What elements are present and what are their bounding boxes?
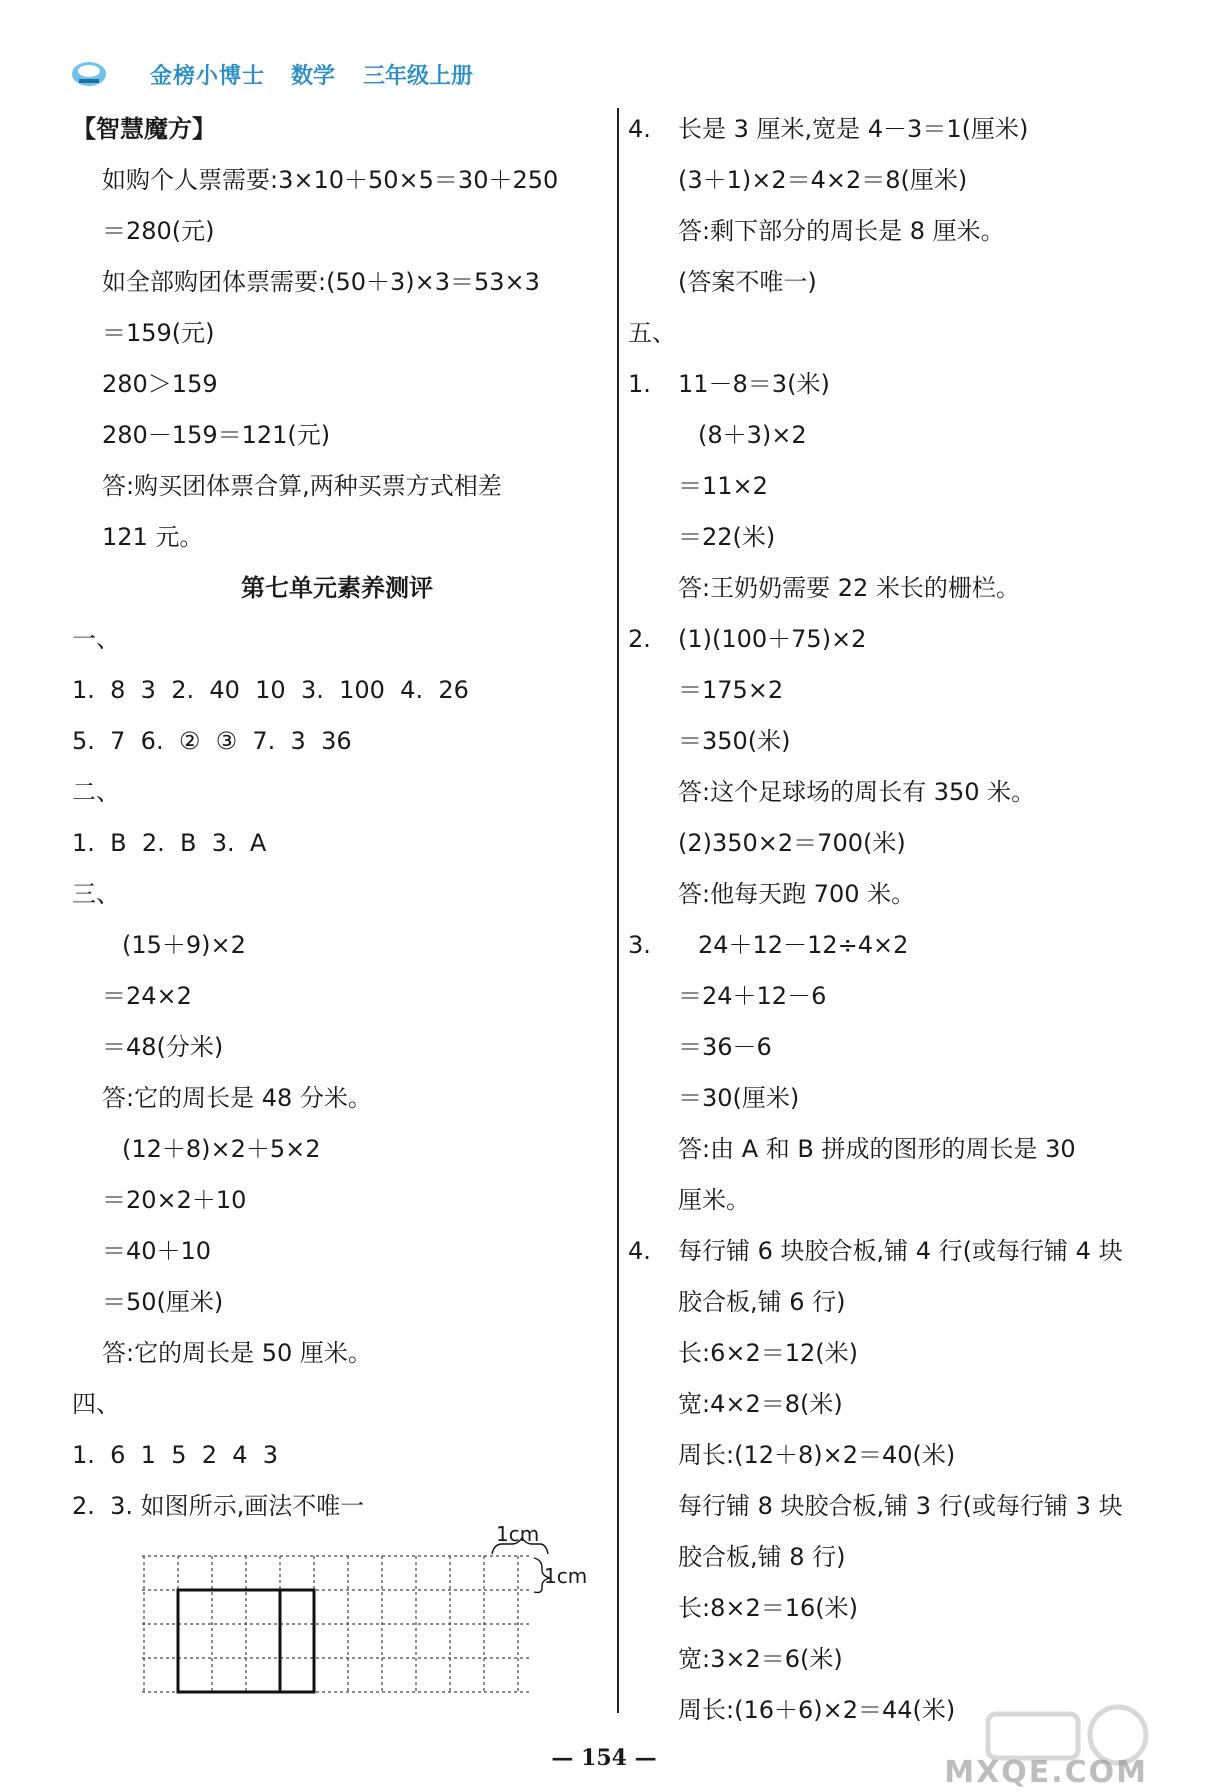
answer-line: 5. 7 6. ② ③ 7. 3 36 <box>72 727 352 755</box>
answer-line: (1)(100＋75)×2 <box>678 625 867 653</box>
answer-line: 1. 6 1 5 2 4 3 <box>72 1441 279 1469</box>
question-number: 2. <box>628 625 651 653</box>
answer-line: 宽:3×2＝6(米) <box>678 1645 843 1673</box>
answer-line: 1. 8 3 2. 40 10 3. 100 4. 26 <box>72 676 469 704</box>
answer-line: 周长:(12＋8)×2＝40(米) <box>678 1441 956 1469</box>
answer-line: 答:购买团体票合算,两种买票方式相差 <box>102 472 502 500</box>
answer-line: ＝22(米) <box>678 523 776 551</box>
wisdom-title: 【智慧魔方】 <box>72 115 216 143</box>
answer-line: 11－8＝3(米) <box>678 370 830 398</box>
grade-title: 三年级上册 <box>363 63 474 89</box>
page-number: — 154 — <box>551 1745 657 1771</box>
answer-line: (12＋8)×2＋5×2 <box>122 1135 321 1163</box>
part-heading: 三、 <box>72 880 120 908</box>
answer-line: ＝175×2 <box>678 676 784 704</box>
answer-line: 24＋12－12÷4×2 <box>698 931 909 959</box>
answer-line: 答:这个足球场的周长有 350 米。 <box>678 778 1036 806</box>
answer-line: (3＋1)×2＝4×2＝8(厘米) <box>678 166 968 194</box>
answer-line: ＝50(厘米) <box>102 1288 224 1316</box>
answer-line: 答:它的周长是 48 分米。 <box>102 1084 372 1112</box>
answer-line: 280－159＝121(元) <box>102 421 331 449</box>
answer-line: 宽:4×2＝8(米) <box>678 1390 843 1418</box>
answer-line: ＝280(元) <box>102 217 215 245</box>
answer-line: ＝11×2 <box>678 472 768 500</box>
answer-line: (15＋9)×2 <box>122 931 246 959</box>
answer-line: 周长:(16＋6)×2＝44(米) <box>678 1696 956 1724</box>
answer-line: ＝20×2＋10 <box>102 1186 247 1214</box>
answer-line: 胶合板,铺 6 行) <box>678 1288 846 1316</box>
part-heading: 一、 <box>72 625 120 653</box>
question-number: 3. <box>628 931 651 959</box>
question-number: 1. <box>628 370 651 398</box>
answer-line: (8＋3)×2 <box>698 421 807 449</box>
measure-brackets <box>492 1538 550 1593</box>
left-column <box>72 104 602 1532</box>
brand-title: 金榜小博士 <box>150 63 266 89</box>
answer-line: ＝350(米) <box>678 727 791 755</box>
part-heading: 二、 <box>72 778 120 806</box>
subject-title: 数学 <box>291 63 336 89</box>
grid-figure <box>142 1522 588 1720</box>
answer-line: ＝48(分米) <box>102 1033 224 1061</box>
answer-line: 长:6×2＝12(米) <box>678 1339 858 1367</box>
column-divider <box>617 108 619 1713</box>
answer-line: (答案不唯一) <box>678 268 817 296</box>
answer-line: 280＞159 <box>102 370 218 398</box>
answer-line: ＝159(元) <box>102 319 215 347</box>
question-number: 4. <box>628 1237 651 1265</box>
answer-line: 每行铺 8 块胶合板,铺 3 行(或每行铺 3 块 <box>678 1492 1123 1520</box>
answer-line: 1. B 2. B 3. A <box>72 829 267 857</box>
answer-line: 如购个人票需要:3×10＋50×5＝30＋250 <box>102 166 559 194</box>
answer-line: 答:王奶奶需要 22 米长的栅栏。 <box>678 574 1020 602</box>
answer-line: 2. 3. 如图所示,画法不唯一 <box>72 1492 365 1520</box>
question-number: 4. <box>628 115 651 143</box>
answer-line: 答:剩下部分的周长是 8 厘米。 <box>678 217 1005 245</box>
page-header <box>70 54 473 94</box>
answer-line: 121 元。 <box>102 523 204 551</box>
right-column <box>628 104 1168 1736</box>
watermark-text: MXQE.COM <box>944 1755 1148 1790</box>
part-heading: 五、 <box>628 319 676 347</box>
answer-line: ＝40＋10 <box>102 1237 212 1265</box>
book-logo-icon <box>70 59 108 89</box>
answer-line: ＝36－6 <box>678 1033 772 1061</box>
answer-line: 答:由 A 和 B 拼成的图形的周长是 30 <box>678 1135 1076 1163</box>
part-heading: 四、 <box>72 1390 120 1418</box>
answer-line: 如全部购团体票需要:(50＋3)×3＝53×3 <box>102 268 540 296</box>
answer-line: 每行铺 6 块胶合板,铺 4 行(或每行铺 4 块 <box>678 1237 1123 1265</box>
dotted-grid <box>142 1530 582 1720</box>
cm-label-side: 1cm <box>544 1564 588 1588</box>
answer-line: ＝24＋12－6 <box>678 982 827 1010</box>
answer-line: 长:8×2＝16(米) <box>678 1594 858 1622</box>
cm-label-top: 1cm <box>496 1522 540 1546</box>
answer-line: ＝30(厘米) <box>678 1084 800 1112</box>
answer-line: (2)350×2＝700(米) <box>678 829 906 857</box>
answer-line: ＝24×2 <box>102 982 192 1010</box>
answer-line: 答:他每天跑 700 米。 <box>678 880 916 908</box>
answer-line: 长是 3 厘米,宽是 4－3＝1(厘米) <box>678 115 1029 143</box>
answer-line: 胶合板,铺 8 行) <box>678 1543 846 1571</box>
answer-line: 答:它的周长是 50 厘米。 <box>102 1339 372 1367</box>
section-title: 第七单元素养测评 <box>241 574 433 602</box>
answer-line: 厘米。 <box>678 1186 750 1214</box>
